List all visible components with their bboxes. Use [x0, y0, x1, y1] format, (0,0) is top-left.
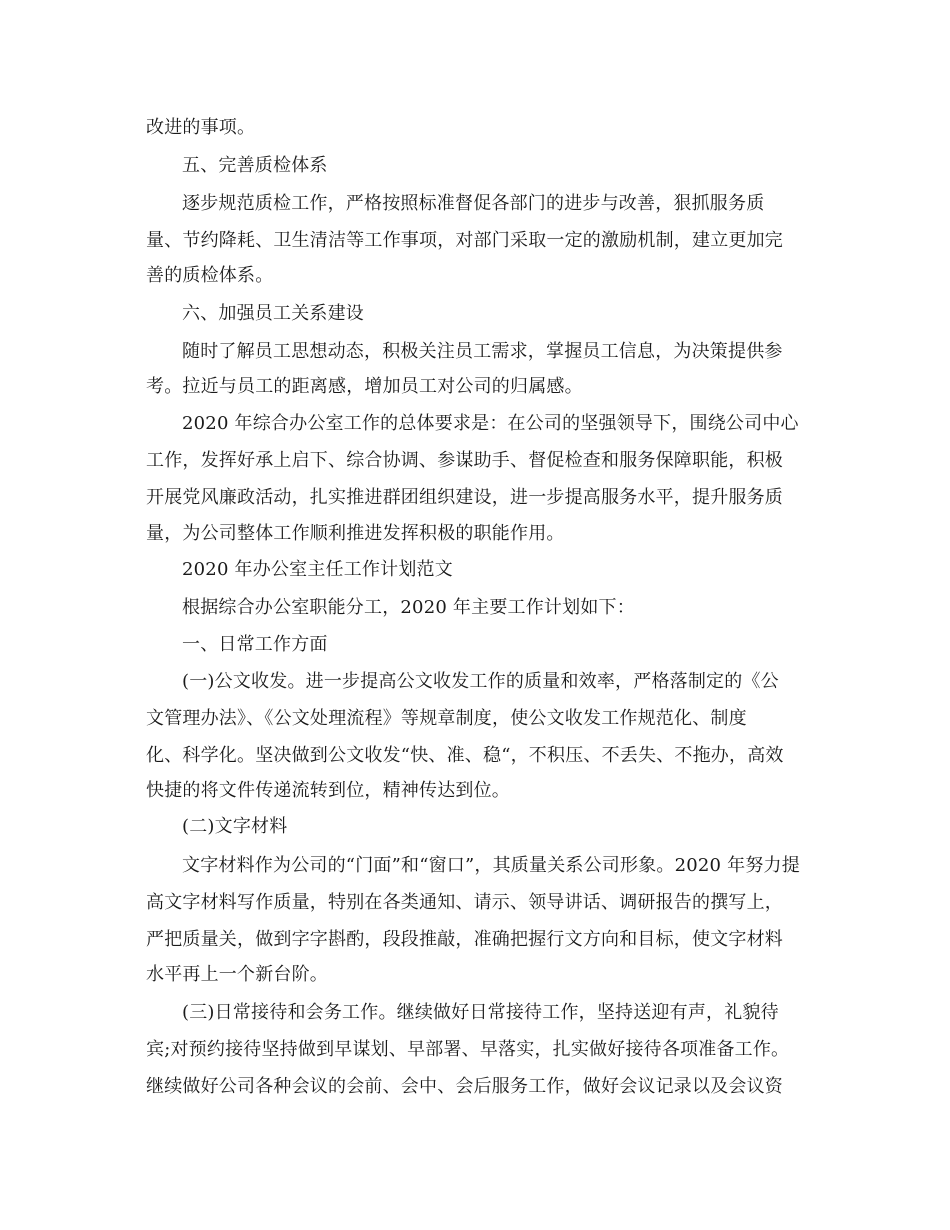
body-text-line: 工作，发挥好承上启下、综合协调、参谋助手、督促检查和服务保障职能，积极	[146, 450, 783, 471]
body-text-line: 严把质量关，做到字字斟酌，段段推敲，准确把握行文方向和目标，使文字材料	[146, 929, 783, 950]
body-text-line: 宾;对预约接待坚持做到早谋划、早部署、早落实，扎实做好接待各项准备工作。	[146, 1039, 790, 1060]
body-text-line: 高文字材料写作质量，特别在各类通知、请示、领导讲话、调研报告的撰写上，	[146, 892, 783, 913]
body-text-line: 水平再上一个新台阶。	[146, 964, 328, 985]
body-text-line: 根据综合办公室职能分工，2020 年主要工作计划如下：	[182, 597, 635, 618]
body-text-line: 2020 年综合办公室工作的总体要求是：在公司的坚强领导下，围绕公司中心	[182, 413, 799, 434]
body-text-line: 量、节约降耗、卫生清洁等工作事项，对部门采取一定的激励机制，建立更加完	[146, 230, 783, 251]
body-text-line: 改进的事项。	[146, 117, 256, 138]
body-text-line: 逐步规范质检工作，严格按照标准督促各部门的进步与改善，狠抓服务质	[182, 193, 765, 214]
body-text-line: (一)公文收发。进一步提高公文收发工作的质量和效率，严格落制定的《公	[182, 671, 779, 692]
body-text-line: (三)日常接待和会务工作。继续做好日常接待工作，坚持送迎有声，礼貌待	[182, 1002, 779, 1023]
body-text-line: 考。拉近与员工的距离感，增加员工对公司的归属感。	[146, 376, 583, 397]
section-heading: 五、完善质检体系	[182, 155, 328, 176]
body-text-line: 善的质检体系。	[146, 265, 274, 286]
section-heading: 六、加强员工关系建设	[182, 303, 364, 324]
section-heading: 2020 年办公室主任工作计划范文	[182, 559, 453, 580]
body-text-line: 文字材料作为公司的“门面”和“窗口”，其质量关系公司形象。2020 年努力提	[182, 855, 800, 876]
body-text-line: 快捷的将文件传递流转到位，精神传达到位。	[146, 780, 510, 801]
body-text-line: 文管理办法》、《公文处理流程》等规章制度，使公文收发工作规范化、制度	[146, 708, 747, 729]
body-text-line: 化、科学化。坚决做到公文收发“快、准、稳“，不积压、不丢失、不拖办，高效	[146, 745, 784, 766]
body-text-line: 量，为公司整体工作顺利推进发挥积极的职能作用。	[146, 523, 565, 544]
body-text-line: 继续做好公司各种会议的会前、会中、会后服务工作，做好会议记录以及会议资	[146, 1076, 783, 1097]
section-heading: (二)文字材料	[182, 816, 288, 837]
body-text-line: 开展党风廉政活动，扎实推进群团组织建设，进一步提高服务水平，提升服务质	[146, 487, 783, 508]
section-heading: 一、日常工作方面	[182, 634, 328, 655]
body-text-line: 随时了解员工思想动态，积极关注员工需求，掌握员工信息，为决策提供参	[182, 341, 783, 362]
